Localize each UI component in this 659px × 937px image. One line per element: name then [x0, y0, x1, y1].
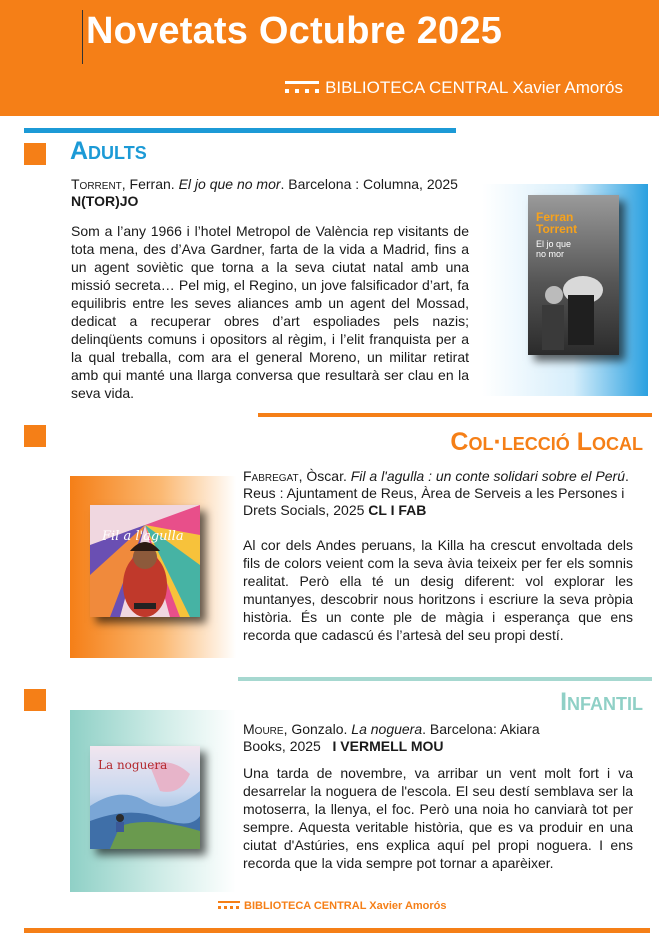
adults-cover-author	[536, 211, 577, 235]
section-heading-local: Col·lecció Local	[450, 428, 643, 456]
adults-cover-author-first: Ferran	[536, 210, 574, 224]
infantil-cover-title: La noguera	[98, 758, 168, 772]
adults-marker	[24, 143, 46, 165]
local-reference	[243, 468, 641, 519]
footer-divider	[24, 928, 650, 933]
section-heading-adults: Adults	[70, 137, 147, 165]
local-author-rest: , Òscar.	[298, 468, 347, 484]
infantil-divider	[238, 677, 652, 681]
infantil-signature: I VERMELL MOU	[332, 738, 444, 754]
library-logo-icon	[285, 81, 319, 95]
adults-publisher: . Barcelona : Columna, 2025	[280, 176, 458, 192]
local-description: Al cor dels Andes peruans, la Killa ha crescut envoltada dels fils de colors veient com la seva àvia teixeix per fer els somnis realitat. Però ella té un desig diferent: vol explorar les muntanyes, descobrir nous horitzons i escriure la seva pròpia història. És un conte ple de màgia i esperança que ens recorda que cadascú és l’artesà del seu propi destí.	[243, 537, 633, 643]
adults-divider	[24, 128, 456, 133]
local-divider	[258, 413, 652, 417]
infantil-book-cover	[90, 746, 200, 849]
infantil-description: Una tarda de novembre, va arribar un vent molt fort i va desarrelar la noguera de l'escola. El seu destí semblava ser la motoserra, la llenya, el foc. Però una noia ho canviarà tot per sempre. Aquesta veritable història, que es va produir en una ciutat d'Astúries, ens explica aquí pel propi noguera. I ens recorda que la vida sempre pot tornar a aparèixer.	[243, 765, 633, 871]
infantil-publisher: . Barcelona: Akiara Books, 2025	[243, 721, 540, 754]
local-marker	[24, 425, 46, 447]
adults-description: Som a l’any 1966 i l’hotel Metropol de València rep visitants de tota mena, des d’Ava Gardner, farta de la vida a Madrid, fins a un agent soviètic que torna a la seva ciutat natal amb una missió secreta… Pel mig, el Regino, un jove falsificador d’art, fa equilibris entre les seves aliances amb un agent del Mossad, dedicat a recuperar obres d’art espoliades pels nazis; delinqüents comuns i opositors al règim, i l’elit franquista per a la qual treballa, com ara el general Moreno, un militar retirat amb qui manté una llarga conversa que resultarà ser clau en la seva vida.	[71, 223, 469, 401]
header-library-name	[285, 78, 623, 98]
footer-library-name	[218, 900, 447, 912]
adults-book-title: El jo que no mor	[178, 176, 281, 192]
adults-cover-author-last: Torrent	[536, 222, 578, 236]
adults-signature: N(TOR)JO	[71, 193, 139, 209]
section-heading-infantil: Infantil	[560, 688, 643, 716]
adults-reference	[71, 176, 469, 210]
adults-author: Torrent	[71, 176, 122, 192]
footer-library-text: BIBLIOTECA CENTRAL Xavier Amorós	[244, 900, 447, 912]
page-title: Novetats Octubre 2025	[86, 10, 503, 52]
infantil-book-title: La noguera	[351, 721, 423, 737]
adults-cover-title-2: no mor	[536, 249, 565, 259]
adults-cover-title-1: El jo que	[536, 239, 572, 249]
local-publisher: . Reus : Ajuntament de Reus, Àrea de Serveis a les Persones i Drets Socials, 2025	[243, 468, 629, 518]
local-author: Fabregat	[243, 468, 299, 484]
adults-book-cover	[528, 195, 619, 355]
local-cover-title: Fil a l'agulla	[102, 529, 184, 544]
adults-cover-title	[536, 239, 571, 259]
local-cover-illustration	[90, 505, 200, 617]
footer-logo-icon	[218, 901, 240, 911]
infantil-author: Moure	[243, 721, 284, 737]
header-divider	[82, 10, 83, 64]
infantil-reference	[243, 721, 583, 755]
local-signature: CL I FAB	[368, 502, 427, 518]
adults-author-rest: , Ferran.	[121, 176, 175, 192]
infantil-author-rest: , Gonzalo.	[283, 721, 348, 737]
local-book-cover	[90, 505, 200, 617]
header-library-text: BIBLIOTECA CENTRAL Xavier Amorós	[325, 78, 623, 97]
page-header	[0, 0, 659, 116]
infantil-marker	[24, 689, 46, 711]
local-book-title: Fil a l'agulla : un conte solidari sobre el Perú	[350, 468, 625, 484]
